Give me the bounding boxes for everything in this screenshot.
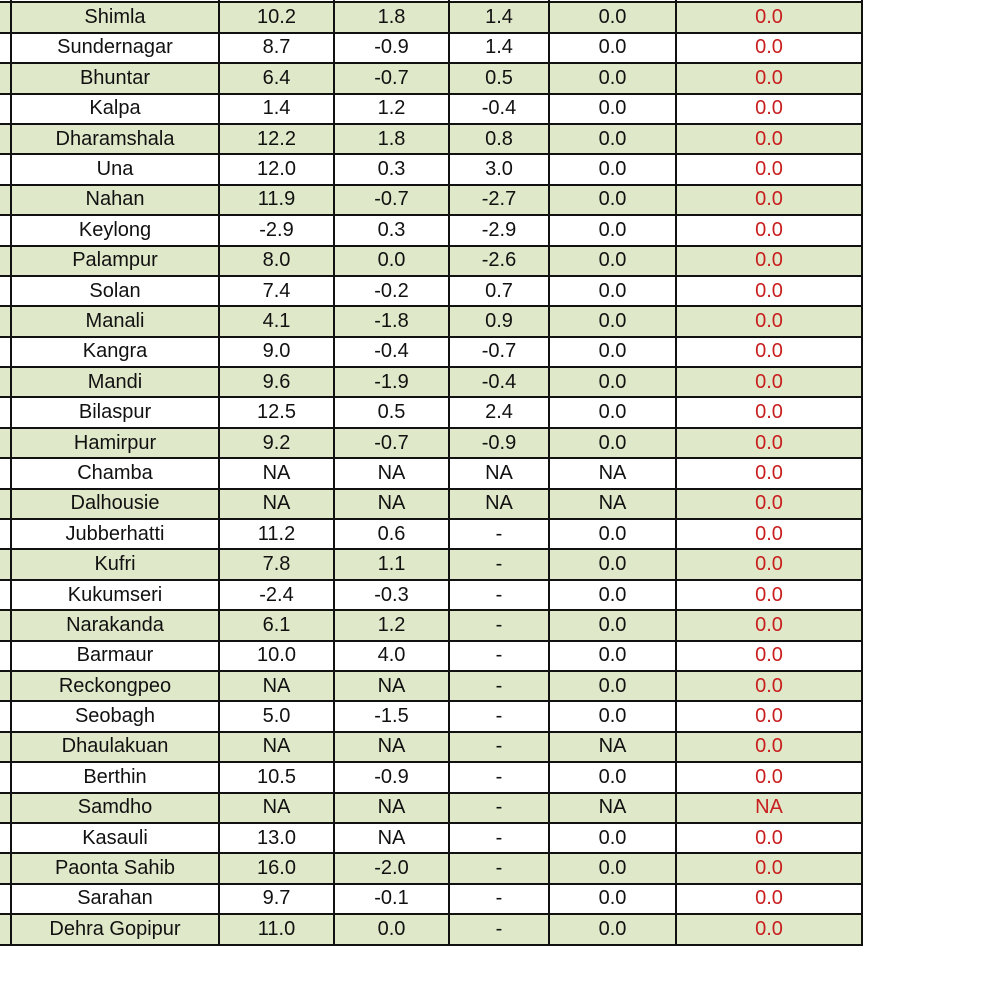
value-cell: 3.0: [449, 154, 549, 184]
value-cell: -0.9: [334, 33, 449, 63]
value-cell: 11.0: [219, 914, 334, 944]
value-cell: 0.3: [334, 154, 449, 184]
value-cell: -1.5: [334, 701, 449, 731]
value-cell: 1.1: [334, 549, 449, 579]
value-cell: -0.4: [449, 94, 549, 124]
value-cell: 0.0: [549, 701, 676, 731]
highlighted-value-cell: 0.0: [676, 823, 862, 853]
table-row: [0, 154, 862, 184]
value-cell: -: [449, 884, 549, 914]
station-name-cell: Kalpa: [11, 94, 219, 124]
value-cell: NA: [449, 489, 549, 519]
highlighted-value-cell: 0.0: [676, 853, 862, 883]
value-cell: 1.8: [334, 2, 449, 32]
row-number-cell: [0, 823, 11, 853]
value-cell: -0.7: [334, 428, 449, 458]
row-number-cell: [0, 185, 11, 215]
station-name-cell: Manali: [11, 306, 219, 336]
value-cell: 0.0: [334, 914, 449, 944]
value-cell: 0.0: [549, 276, 676, 306]
row-number-cell: [0, 94, 11, 124]
value-cell: -0.4: [449, 367, 549, 397]
value-cell: 16.0: [219, 853, 334, 883]
station-name-cell: Nahan: [11, 185, 219, 215]
value-cell: -0.7: [334, 63, 449, 93]
table-row: [0, 428, 862, 458]
value-cell: -0.7: [334, 185, 449, 215]
value-cell: NA: [219, 732, 334, 762]
table-row: [0, 701, 862, 731]
table-row: [0, 367, 862, 397]
value-cell: 1.4: [449, 33, 549, 63]
table-row: [0, 762, 862, 792]
value-cell: 0.0: [549, 63, 676, 93]
row-number-cell: [0, 489, 11, 519]
table-row: [0, 215, 862, 245]
value-cell: -2.4: [219, 580, 334, 610]
value-cell: 0.0: [549, 154, 676, 184]
value-cell: -: [449, 762, 549, 792]
station-name-cell: Dehra Gopipur: [11, 914, 219, 944]
row-number-cell: [0, 428, 11, 458]
row-number-cell: [0, 397, 11, 427]
station-name-cell: Dhaulakuan: [11, 732, 219, 762]
value-cell: 1.2: [334, 94, 449, 124]
row-number-cell: [0, 701, 11, 731]
value-cell: 11.9: [219, 185, 334, 215]
row-number-cell: [0, 580, 11, 610]
highlighted-value-cell: 0.0: [676, 671, 862, 701]
row-number-cell: [0, 306, 11, 336]
value-cell: 1.2: [334, 610, 449, 640]
highlighted-value-cell: 0.0: [676, 519, 862, 549]
value-cell: -: [449, 519, 549, 549]
value-cell: 0.0: [549, 337, 676, 367]
value-cell: 12.0: [219, 154, 334, 184]
value-cell: 10.5: [219, 762, 334, 792]
value-cell: 0.0: [549, 580, 676, 610]
value-cell: 0.0: [549, 641, 676, 671]
station-name-cell: Narakanda: [11, 610, 219, 640]
value-cell: 1.4: [219, 94, 334, 124]
table-row: [0, 732, 862, 762]
row-number-cell: [0, 914, 11, 944]
station-name-cell: Barmaur: [11, 641, 219, 671]
value-cell: NA: [449, 458, 549, 488]
table-row: [0, 185, 862, 215]
value-cell: 4.1: [219, 306, 334, 336]
station-name-cell: Samdho: [11, 793, 219, 823]
row-number-cell: [0, 732, 11, 762]
row-number-cell: [0, 367, 11, 397]
value-cell: 6.1: [219, 610, 334, 640]
station-name-cell: Reckongpeo: [11, 671, 219, 701]
value-cell: 1.4: [449, 2, 549, 32]
table-row: [0, 124, 862, 154]
station-name-cell: Sarahan: [11, 884, 219, 914]
station-name-cell: Sundernagar: [11, 33, 219, 63]
table-row: [0, 641, 862, 671]
value-cell: NA: [549, 458, 676, 488]
highlighted-value-cell: 0.0: [676, 124, 862, 154]
row-number-cell: [0, 458, 11, 488]
value-cell: NA: [334, 489, 449, 519]
value-cell: 0.5: [334, 397, 449, 427]
value-cell: 12.5: [219, 397, 334, 427]
row-number-cell: [0, 610, 11, 640]
value-cell: 0.5: [449, 63, 549, 93]
station-name-cell: Chamba: [11, 458, 219, 488]
station-name-cell: Dalhousie: [11, 489, 219, 519]
highlighted-value-cell: 0.0: [676, 185, 862, 215]
value-cell: 0.0: [549, 397, 676, 427]
station-name-cell: Hamirpur: [11, 428, 219, 458]
row-number-cell: [0, 337, 11, 367]
value-cell: 0.0: [334, 246, 449, 276]
row-number-cell: [0, 519, 11, 549]
station-name-cell: Palampur: [11, 246, 219, 276]
value-cell: -2.0: [334, 853, 449, 883]
value-cell: -: [449, 671, 549, 701]
value-cell: NA: [334, 823, 449, 853]
highlighted-value-cell: 0.0: [676, 428, 862, 458]
table-row: [0, 853, 862, 883]
value-cell: -: [449, 610, 549, 640]
highlighted-value-cell: 0.0: [676, 762, 862, 792]
station-name-cell: Kasauli: [11, 823, 219, 853]
highlighted-value-cell: 0.0: [676, 884, 862, 914]
row-number-cell: [0, 884, 11, 914]
value-cell: 2.4: [449, 397, 549, 427]
value-cell: -: [449, 641, 549, 671]
highlighted-value-cell: 0.0: [676, 215, 862, 245]
value-cell: 0.6: [334, 519, 449, 549]
highlighted-value-cell: 0.0: [676, 701, 862, 731]
value-cell: 9.2: [219, 428, 334, 458]
value-cell: -: [449, 823, 549, 853]
row-number-cell: [0, 549, 11, 579]
value-cell: NA: [219, 671, 334, 701]
row-number-cell: [0, 63, 11, 93]
value-cell: -0.7: [449, 337, 549, 367]
value-cell: -: [449, 914, 549, 944]
value-cell: NA: [219, 458, 334, 488]
value-cell: -: [449, 853, 549, 883]
table-row: [0, 306, 862, 336]
station-name-cell: Kukumseri: [11, 580, 219, 610]
highlighted-value-cell: 0.0: [676, 641, 862, 671]
value-cell: 0.8: [449, 124, 549, 154]
value-cell: 9.0: [219, 337, 334, 367]
highlighted-value-cell: 0.0: [676, 276, 862, 306]
value-cell: NA: [334, 671, 449, 701]
value-cell: -1.9: [334, 367, 449, 397]
value-cell: 5.0: [219, 701, 334, 731]
station-name-cell: Paonta Sahib: [11, 853, 219, 883]
highlighted-value-cell: 0.0: [676, 458, 862, 488]
value-cell: 0.0: [549, 549, 676, 579]
value-cell: 1.8: [334, 124, 449, 154]
table-row: [0, 823, 862, 853]
table-row: [0, 33, 862, 63]
value-cell: 0.0: [549, 610, 676, 640]
table-row: [0, 246, 862, 276]
row-number-cell: [0, 154, 11, 184]
row-number-cell: [0, 215, 11, 245]
highlighted-value-cell: NA: [676, 793, 862, 823]
value-cell: 11.2: [219, 519, 334, 549]
value-cell: NA: [334, 793, 449, 823]
row-number-cell: [0, 246, 11, 276]
highlighted-value-cell: 0.0: [676, 610, 862, 640]
value-cell: 8.0: [219, 246, 334, 276]
highlighted-value-cell: 0.0: [676, 154, 862, 184]
station-name-cell: Kangra: [11, 337, 219, 367]
station-name-cell: Jubberhatti: [11, 519, 219, 549]
row-number-cell: [0, 793, 11, 823]
highlighted-value-cell: 0.0: [676, 246, 862, 276]
value-cell: -0.3: [334, 580, 449, 610]
value-cell: 7.4: [219, 276, 334, 306]
value-cell: 0.0: [549, 306, 676, 336]
table-row: [0, 610, 862, 640]
highlighted-value-cell: 0.0: [676, 397, 862, 427]
table-row: [0, 580, 862, 610]
value-cell: 7.8: [219, 549, 334, 579]
value-cell: 13.0: [219, 823, 334, 853]
value-cell: NA: [219, 793, 334, 823]
value-cell: 0.0: [549, 94, 676, 124]
row-number-cell: [0, 762, 11, 792]
value-cell: 12.2: [219, 124, 334, 154]
value-cell: NA: [334, 732, 449, 762]
highlighted-value-cell: 0.0: [676, 914, 862, 944]
station-name-cell: Berthin: [11, 762, 219, 792]
value-cell: -1.8: [334, 306, 449, 336]
value-cell: 0.0: [549, 215, 676, 245]
table-row: [0, 671, 862, 701]
value-cell: NA: [549, 489, 676, 519]
value-cell: -: [449, 732, 549, 762]
table-row: [0, 397, 862, 427]
value-cell: 0.9: [449, 306, 549, 336]
value-cell: -: [449, 701, 549, 731]
highlighted-value-cell: 0.0: [676, 306, 862, 336]
value-cell: 9.6: [219, 367, 334, 397]
row-number-cell: [0, 671, 11, 701]
value-cell: 0.7: [449, 276, 549, 306]
value-cell: 10.0: [219, 641, 334, 671]
table-row: [0, 337, 862, 367]
value-cell: 0.0: [549, 124, 676, 154]
value-cell: NA: [549, 793, 676, 823]
table-row: [0, 63, 862, 93]
value-cell: 0.0: [549, 428, 676, 458]
value-cell: 0.0: [549, 671, 676, 701]
value-cell: 10.2: [219, 2, 334, 32]
value-cell: -0.4: [334, 337, 449, 367]
value-cell: 4.0: [334, 641, 449, 671]
highlighted-value-cell: 0.0: [676, 367, 862, 397]
value-cell: NA: [549, 732, 676, 762]
value-cell: 0.0: [549, 33, 676, 63]
highlighted-value-cell: 0.0: [676, 732, 862, 762]
value-cell: 0.3: [334, 215, 449, 245]
value-cell: 0.0: [549, 519, 676, 549]
table-row: [0, 2, 862, 32]
station-name-cell: Shimla: [11, 2, 219, 32]
value-cell: -: [449, 580, 549, 610]
station-name-cell: Seobagh: [11, 701, 219, 731]
row-number-cell: [0, 124, 11, 154]
value-cell: -2.9: [449, 215, 549, 245]
value-cell: -0.2: [334, 276, 449, 306]
value-cell: -: [449, 793, 549, 823]
value-cell: NA: [334, 458, 449, 488]
table-row: [0, 94, 862, 124]
value-cell: -0.9: [334, 762, 449, 792]
table-row: [0, 519, 862, 549]
table-row: [0, 458, 862, 488]
row-number-cell: [0, 2, 11, 32]
value-cell: 6.4: [219, 63, 334, 93]
table-row: [0, 884, 862, 914]
table-row: [0, 549, 862, 579]
station-name-cell: Dharamshala: [11, 124, 219, 154]
station-name-cell: Kufri: [11, 549, 219, 579]
station-name-cell: Mandi: [11, 367, 219, 397]
value-cell: 0.0: [549, 185, 676, 215]
value-cell: 9.7: [219, 884, 334, 914]
value-cell: -2.9: [219, 215, 334, 245]
value-cell: -2.7: [449, 185, 549, 215]
highlighted-value-cell: 0.0: [676, 489, 862, 519]
station-name-cell: Bhuntar: [11, 63, 219, 93]
row-number-cell: [0, 641, 11, 671]
highlighted-value-cell: 0.0: [676, 63, 862, 93]
station-name-cell: Bilaspur: [11, 397, 219, 427]
value-cell: 0.0: [549, 367, 676, 397]
value-cell: -0.9: [449, 428, 549, 458]
value-cell: 0.0: [549, 762, 676, 792]
table-row: [0, 276, 862, 306]
highlighted-value-cell: 0.0: [676, 94, 862, 124]
value-cell: 0.0: [549, 914, 676, 944]
highlighted-value-cell: 0.0: [676, 337, 862, 367]
value-cell: 0.0: [549, 246, 676, 276]
table-row: [0, 793, 862, 823]
value-cell: 8.7: [219, 33, 334, 63]
value-cell: -2.6: [449, 246, 549, 276]
highlighted-value-cell: 0.0: [676, 549, 862, 579]
row-number-cell: [0, 33, 11, 63]
value-cell: NA: [219, 489, 334, 519]
station-name-cell: Una: [11, 154, 219, 184]
highlighted-value-cell: 0.0: [676, 2, 862, 32]
value-cell: 0.0: [549, 2, 676, 32]
value-cell: -0.1: [334, 884, 449, 914]
table-row: [0, 914, 862, 944]
value-cell: 0.0: [549, 823, 676, 853]
highlighted-value-cell: 0.0: [676, 33, 862, 63]
value-cell: 0.0: [549, 884, 676, 914]
station-name-cell: Solan: [11, 276, 219, 306]
highlighted-value-cell: 0.0: [676, 580, 862, 610]
table-row: [0, 489, 862, 519]
row-number-cell: [0, 276, 11, 306]
value-cell: -: [449, 549, 549, 579]
station-name-cell: Keylong: [11, 215, 219, 245]
row-number-cell: [0, 853, 11, 883]
value-cell: 0.0: [549, 853, 676, 883]
